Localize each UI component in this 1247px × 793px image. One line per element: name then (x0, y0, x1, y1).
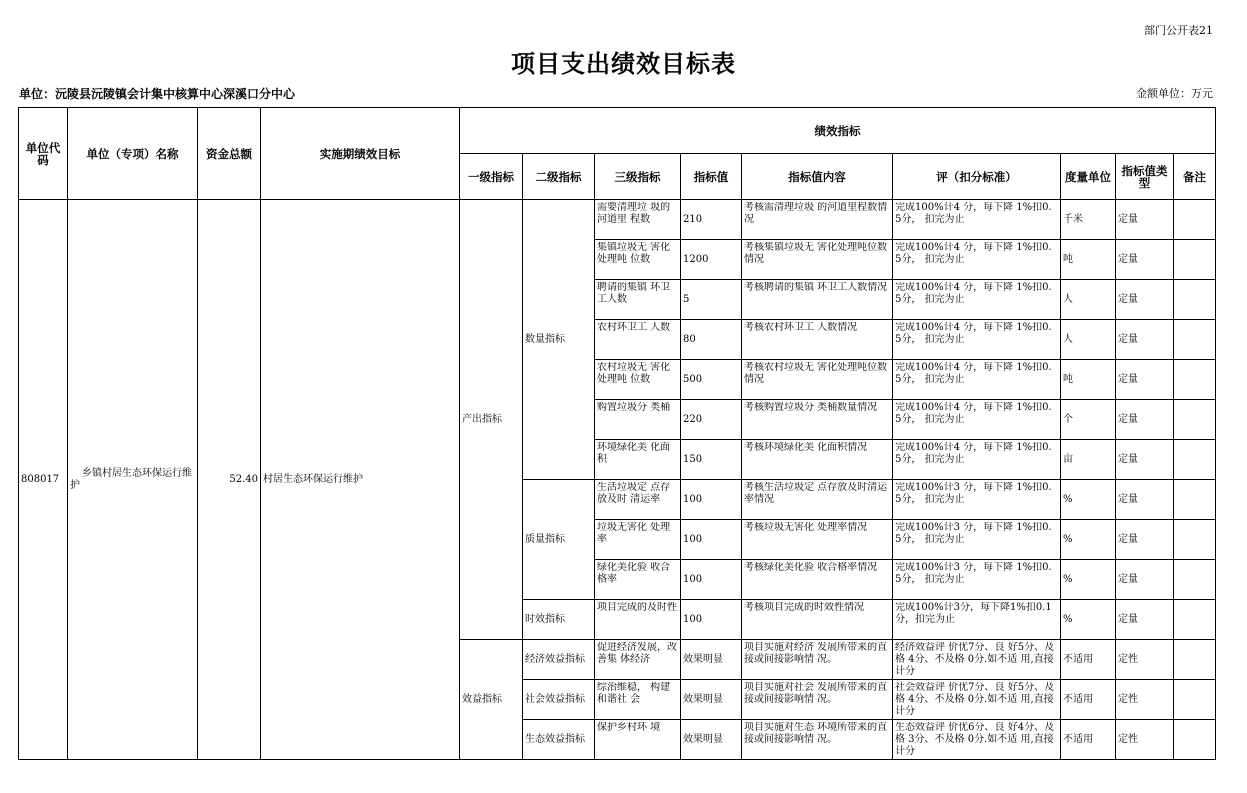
row-5-name: 购置垃圾分 类桶 (595, 400, 681, 440)
row-7-type: 定量 (1116, 480, 1174, 520)
header-remark: 备注 (1174, 154, 1216, 200)
row-10-content: 考核项目完成的时效性情况 (742, 600, 893, 640)
row-0-type: 定量 (1116, 200, 1174, 240)
row-0-remark (1174, 200, 1216, 240)
row-12-remark (1174, 680, 1216, 720)
unit-code-cell: 808017 (19, 200, 68, 760)
row-3-type: 定量 (1116, 320, 1174, 360)
row-10-value: 100 (681, 600, 742, 640)
row-4-name: 农村垃圾无 害化处理吨 位数 (595, 360, 681, 400)
row-5-type: 定量 (1116, 400, 1174, 440)
level1-benefit-cell: 效益指标 (460, 640, 523, 760)
row-13-scoring: 生态效益评 价优6分、良 好4分、及格 3分、不及格 0分.如不适 用,直接计分 (893, 720, 1061, 760)
row-11-content: 项目实施对经济 发展所带来的直 接或间接影响情 况。 (742, 640, 893, 680)
row-3-value: 80 (681, 320, 742, 360)
row-2-scoring: 完成100%计4 分，每下降 1%扣0.5分， 扣完为止 (893, 280, 1061, 320)
row-12-scoring: 社会效益评 价优7分、良 好5分、及格 4分、不及格 0分.如不适 用,直接计分 (893, 680, 1061, 720)
row-2-content: 考核聘请的集镇 环卫工人数情况 (742, 280, 893, 320)
row-4-type: 定量 (1116, 360, 1174, 400)
row-7-remark (1174, 480, 1216, 520)
header-unit-code: 单位代码 (19, 108, 68, 200)
performance-table (18, 107, 1216, 760)
row-3-content: 考核农村环卫工 人数情况 (742, 320, 893, 360)
row-10-type: 定量 (1116, 600, 1174, 640)
row-4-unit: 吨 (1061, 360, 1116, 400)
row-0-content: 考核需清理垃圾 的河道里程数情 况 (742, 200, 893, 240)
row-4-scoring: 完成100%计4 分，每下降 1%扣0.5分， 扣完为止 (893, 360, 1061, 400)
row-6-name: 环境绿化美 化面积 (595, 440, 681, 480)
level2-ecological-cell: 生态效益指标 (523, 720, 595, 760)
header-goal: 实施期绩效目标 (261, 108, 460, 200)
header-level2: 二级指标 (523, 154, 595, 200)
goal-cell: 村居生态环保运行维护 (261, 200, 460, 760)
row-8-value: 100 (681, 520, 742, 560)
row-4-value: 500 (681, 360, 742, 400)
level2-economic-cell: 经济效益指标 (523, 640, 595, 680)
row-5-value: 220 (681, 400, 742, 440)
row-2-type: 定量 (1116, 280, 1174, 320)
row-1-remark (1174, 240, 1216, 280)
row-1-value: 1200 (681, 240, 742, 280)
row-12-content: 项目实施对社会 发展所带来的直 接或间接影响情 况。 (742, 680, 893, 720)
row-10-unit: % (1061, 600, 1116, 640)
page-title: 项目支出绩效目标表 (511, 50, 736, 78)
row-2-unit: 人 (1061, 280, 1116, 320)
row-10-name: 项目完成的及时性 (595, 600, 681, 640)
row-1-name: 集镇垃圾无 害化处理吨 位数 (595, 240, 681, 280)
row-6-scoring: 完成100%计4 分，每下降 1%扣0.5分， 扣完为止 (893, 440, 1061, 480)
row-1-content: 考核集镇垃圾无 害化处理吨位数 情况 (742, 240, 893, 280)
row-3-name: 农村环卫工 人数 (595, 320, 681, 360)
row-7-content: 考核生活垃圾定 点存放及时清运 率情况 (742, 480, 893, 520)
row-12-unit: 不适用 (1061, 680, 1116, 720)
row-4-content: 考核农村垃圾无 害化处理吨位数 情况 (742, 360, 893, 400)
row-6-type: 定量 (1116, 440, 1174, 480)
row-11-value: 效果明显 (681, 640, 742, 680)
row-2-remark (1174, 280, 1216, 320)
row-8-content: 考核垃圾无害化 处理率情况 (742, 520, 893, 560)
row-6-content: 考核环境绿化美 化面积情况 (742, 440, 893, 480)
header-indicators: 绩效指标 (460, 108, 1216, 154)
row-5-unit: 个 (1061, 400, 1116, 440)
row-10-scoring: 完成100%计3分，每下降1%扣0.1分，扣完为止 (893, 600, 1061, 640)
row-13-remark (1174, 720, 1216, 760)
row-8-unit: % (1061, 520, 1116, 560)
header-value-type: 指标值类型 (1116, 154, 1174, 200)
row-8-name: 垃圾无害化 处理率 (595, 520, 681, 560)
row-1-type: 定量 (1116, 240, 1174, 280)
row-6-remark (1174, 440, 1216, 480)
row-13-type: 定性 (1116, 720, 1174, 760)
row-1-unit: 吨 (1061, 240, 1116, 280)
row-2-name: 聘请的集镇 环卫工人数 (595, 280, 681, 320)
row-10-remark (1174, 600, 1216, 640)
row-9-value: 100 (681, 560, 742, 600)
table-number-label: 部门公开表21 (1144, 24, 1213, 37)
row-12-type: 定性 (1116, 680, 1174, 720)
header-level3: 三级指标 (595, 154, 681, 200)
row-3-scoring: 完成100%计4 分，每下降 1%扣0.5分， 扣完为止 (893, 320, 1061, 360)
unit-label: 单位：沅陵县沅陵镇会计集中核算中心深溪口分中心 (19, 87, 296, 101)
row-3-remark (1174, 320, 1216, 360)
row-9-unit: % (1061, 560, 1116, 600)
row-8-type: 定量 (1116, 520, 1174, 560)
header-value: 指标值 (681, 154, 742, 200)
row-9-scoring: 完成100%计3 分，每下降 1%扣0.5分， 扣完为止 (893, 560, 1061, 600)
row-9-name: 绿化美化验 收合格率 (595, 560, 681, 600)
header-total-funds: 资金总额 (198, 108, 261, 200)
row-7-name: 生活垃圾定 点存放及时 清运率 (595, 480, 681, 520)
level2-quantity-cell: 数量指标 (523, 200, 595, 480)
row-11-name: 促进经济发展，改善集 体经济 (595, 640, 681, 680)
level2-timeliness-cell: 时效指标 (523, 600, 595, 640)
row-13-name: 保护乡村环 境 (595, 720, 681, 760)
row-9-content: 考核绿化美化验 收合格率情况 (742, 560, 893, 600)
row-11-type: 定性 (1116, 640, 1174, 680)
row-7-value: 100 (681, 480, 742, 520)
row-13-value: 效果明显 (681, 720, 742, 760)
row-12-name: 综治维稳， 构建和谐社 会 (595, 680, 681, 720)
row-7-scoring: 完成100%计3 分，每下降 1%扣0.5分， 扣完为止 (893, 480, 1061, 520)
row-12-value: 效果明显 (681, 680, 742, 720)
row-6-unit: 亩 (1061, 440, 1116, 480)
amount-unit-label: 金额单位：万元 (1136, 87, 1213, 100)
row-5-content: 考核购置垃圾分 类桶数量情况 (742, 400, 893, 440)
table-row (19, 200, 1216, 240)
row-4-remark (1174, 360, 1216, 400)
header-unit-name: 单位（专项）名称 (68, 108, 198, 200)
level1-output-cell: 产出指标 (460, 200, 523, 640)
row-7-unit: % (1061, 480, 1116, 520)
header-measure-unit: 度量单位 (1061, 154, 1116, 200)
row-6-value: 150 (681, 440, 742, 480)
row-0-scoring: 完成100%计4 分，每下降 1%扣0.5分， 扣完为止 (893, 200, 1061, 240)
row-13-content: 项目实施对生态 环境所带来的直 接或间接影响情 况。 (742, 720, 893, 760)
total-funds-cell: 52.40 (198, 200, 261, 760)
header-content: 指标值内容 (742, 154, 893, 200)
row-9-remark (1174, 560, 1216, 600)
unit-name-cell: 乡镇村居生态环保运行维护 (68, 200, 198, 760)
level2-social-cell: 社会效益指标 (523, 680, 595, 720)
level2-quality-cell: 质量指标 (523, 480, 595, 600)
row-5-scoring: 完成100%计4 分，每下降 1%扣0.5分， 扣完为止 (893, 400, 1061, 440)
row-8-remark (1174, 520, 1216, 560)
row-11-unit: 不适用 (1061, 640, 1116, 680)
row-13-unit: 不适用 (1061, 720, 1116, 760)
row-8-scoring: 完成100%计3 分，每下降 1%扣0.5分， 扣完为止 (893, 520, 1061, 560)
header-scoring: 评（扣分标准） (893, 154, 1061, 200)
row-11-remark (1174, 640, 1216, 680)
header-level1: 一级指标 (460, 154, 523, 200)
row-3-unit: 人 (1061, 320, 1116, 360)
row-2-value: 5 (681, 280, 742, 320)
row-5-remark (1174, 400, 1216, 440)
row-11-scoring: 经济效益评 价优7分、良 好5分、及格 4分、不及格 0分.如不适 用,直接计分 (893, 640, 1061, 680)
row-0-unit: 千米 (1061, 200, 1116, 240)
row-0-name: 需要清理垃 圾的河道里 程数 (595, 200, 681, 240)
row-9-type: 定量 (1116, 560, 1174, 600)
row-0-value: 210 (681, 200, 742, 240)
row-1-scoring: 完成100%计4 分，每下降 1%扣0.5分， 扣完为止 (893, 240, 1061, 280)
